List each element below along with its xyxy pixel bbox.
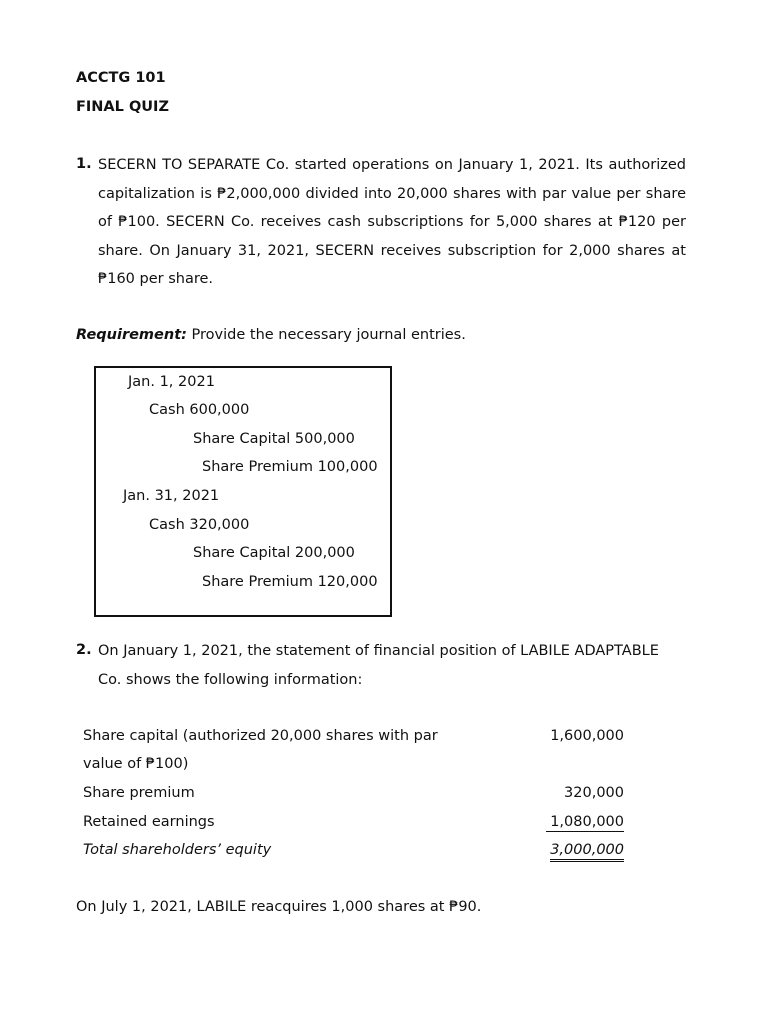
entry-2-debit: Cash 320,000	[149, 517, 250, 533]
entry-1-credit-2: Share Premium 100,000	[202, 459, 378, 475]
entry-1-debit: Cash 600,000	[149, 402, 250, 418]
entry-1-credit-1: Share Capital 500,000	[193, 431, 355, 447]
requirement	[76, 327, 466, 343]
entry-2-date: Jan. 31, 2021	[123, 488, 220, 504]
equity-row-share-premium-label: Share premium	[83, 785, 195, 801]
question-2-followup: On July 1, 2021, LABILE reacquires 1,000 shares at ₱90.	[76, 899, 482, 915]
question-1-text: SECERN TO SEPARATE Co. started operations on January 1, 2021. Its authorized capitalization is ₱2,000,000 divided into 20,000 shares with par value per share of ₱100. SECERN Co. receives cash subscriptions for 5,000 shares at ₱120 per share. On January 31, 2021, SECERN receives subscription for 2,000 shares at ₱160 per share.	[98, 157, 686, 288]
equity-row-retained-earnings-amount: 1,080,000	[546, 814, 624, 832]
question-1-number: 1.	[76, 156, 92, 172]
entry-2-credit-1: Share Capital 200,000	[193, 545, 355, 561]
equity-row-share-capital-amount: 1,600,000	[550, 728, 624, 744]
entry-2-credit-2: Share Premium 120,000	[202, 574, 378, 590]
question-2-text: On January 1, 2021, the statement of financial position of LABILE ADAPTABLE Co. shows the following information:	[98, 643, 659, 688]
requirement-label: Requirement:	[76, 327, 187, 343]
exam-title: FINAL QUIZ	[76, 99, 169, 115]
requirement-text: Provide the necessary journal entries.	[191, 327, 466, 343]
equity-row-share-capital-label-1: Share capital (authorized 20,000 shares with par	[83, 728, 438, 744]
course-code: ACCTG 101	[76, 70, 166, 86]
entry-1-date: Jan. 1, 2021	[128, 374, 215, 390]
equity-row-total-amount-wrap	[550, 842, 624, 858]
equity-row-retained-earnings-label: Retained earnings	[83, 814, 215, 830]
equity-row-retained-earnings-amount-wrap	[546, 814, 624, 830]
equity-row-share-premium-amount: 320,000	[564, 785, 624, 801]
equity-row-share-capital-label-2: value of ₱100)	[83, 756, 189, 772]
question-2-number: 2.	[76, 642, 92, 658]
equity-row-total-amount: 3,000,000	[550, 842, 624, 862]
equity-row-total-label: Total shareholders’ equity	[83, 842, 272, 858]
